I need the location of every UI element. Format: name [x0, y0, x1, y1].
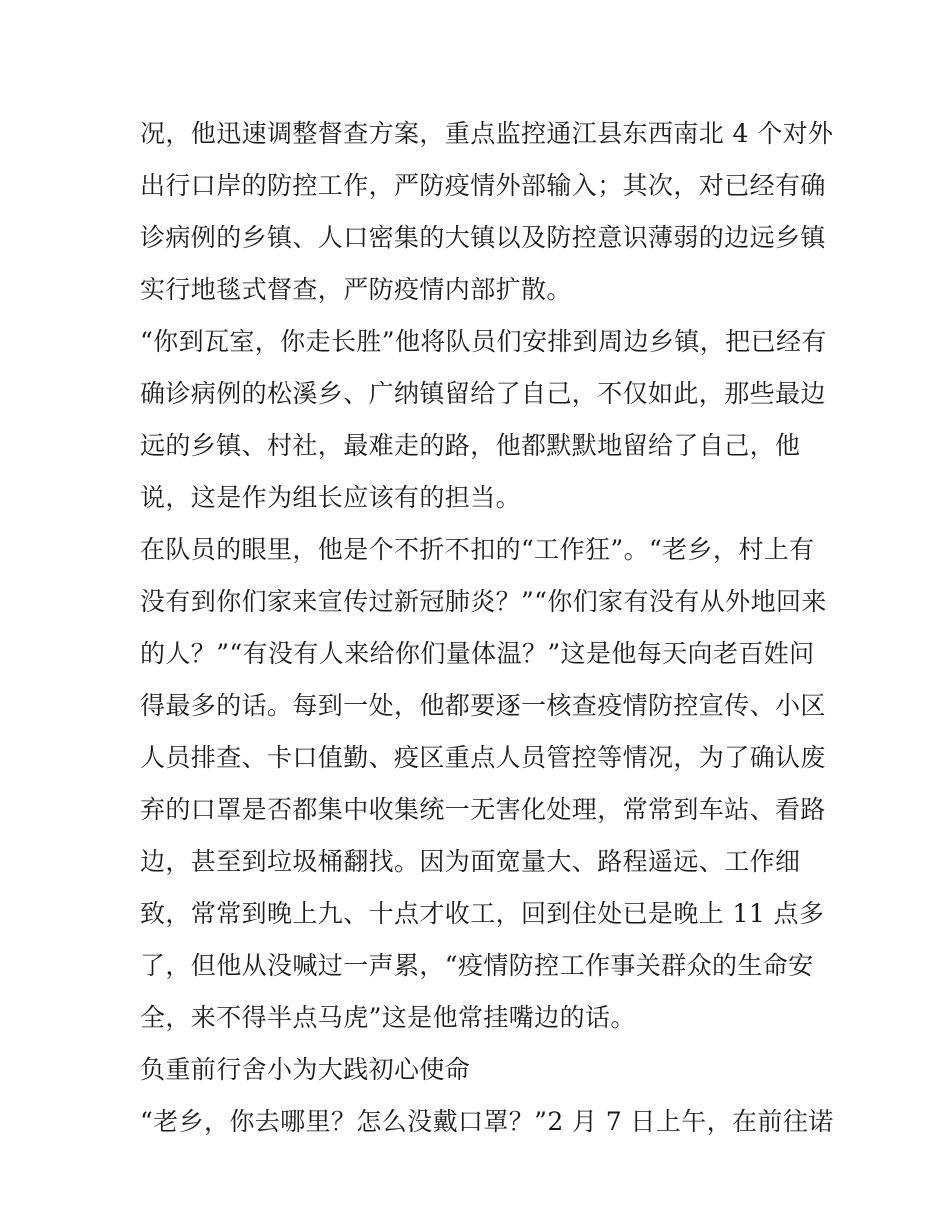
text-line: 弃的口罩是否都集中收集统一无害化处理，常常到车站、看路 — [140, 795, 826, 824]
text-line: 全，来不得半点马虎”这是他常挂嘴边的话。 — [140, 1003, 636, 1032]
text-line: 人员排查、卡口值勤、疫区重点人员管控等情况，为了确认废 — [140, 743, 826, 772]
section-heading: 负重前行舍小为大践初心使命 — [140, 1055, 471, 1084]
text-line: 的人？”“有没有人来给你们量体温？”这是他每天向老百姓问 — [140, 639, 815, 668]
text-line: 确诊病例的松溪乡、广纳镇留给了自己，不仅如此，那些最边 — [140, 379, 826, 408]
text-line: 致，常常到晚上九、十点才收工，回到住处已是晚上 11 点多 — [140, 899, 825, 928]
text-line: 边，甚至到垃圾桶翻找。因为面宽量大、路程遥远、工作细 — [140, 847, 801, 876]
text-line: 说，这是作为组长应该有的担当。 — [140, 483, 522, 512]
text-line: 实行地毯式督查，严防疫情内部扩散。 — [140, 275, 572, 304]
text-line: 况，他迅速调整督查方案，重点监控通江县东西南北 4 个对外 — [140, 119, 834, 148]
text-line: 远的乡镇、村社，最难走的路，他都默默地留给了自己，他 — [140, 431, 801, 460]
text-line: 出行口岸的防控工作，严防疫情外部输入；其次，对已经有确 — [140, 171, 826, 200]
text-line: 了，但他从没喊过一声累，“疫情防控工作事关群众的生命安 — [140, 951, 814, 980]
text-line: 得最多的话。每到一处，他都要逐一核查疫情防控宣传、小区 — [140, 691, 826, 720]
text-line: 在队员的眼里，他是个不折不扣的“工作狂”。“老乡，村上有 — [140, 535, 815, 564]
text-line: “你到瓦室，你走长胜”他将队员们安排到周边乡镇，把已经有 — [140, 327, 827, 356]
text-line: “老乡，你去哪里？怎么没戴口罩？”2 月 7 日上午，在前往诺 — [140, 1107, 834, 1136]
text-line: 没有到你们家来宣传过新冠肺炎？”“你们家有没有从外地回来 — [140, 587, 827, 616]
document-body — [140, 108, 834, 1148]
text-line: 诊病例的乡镇、人口密集的大镇以及防控意识薄弱的边远乡镇 — [140, 223, 826, 252]
